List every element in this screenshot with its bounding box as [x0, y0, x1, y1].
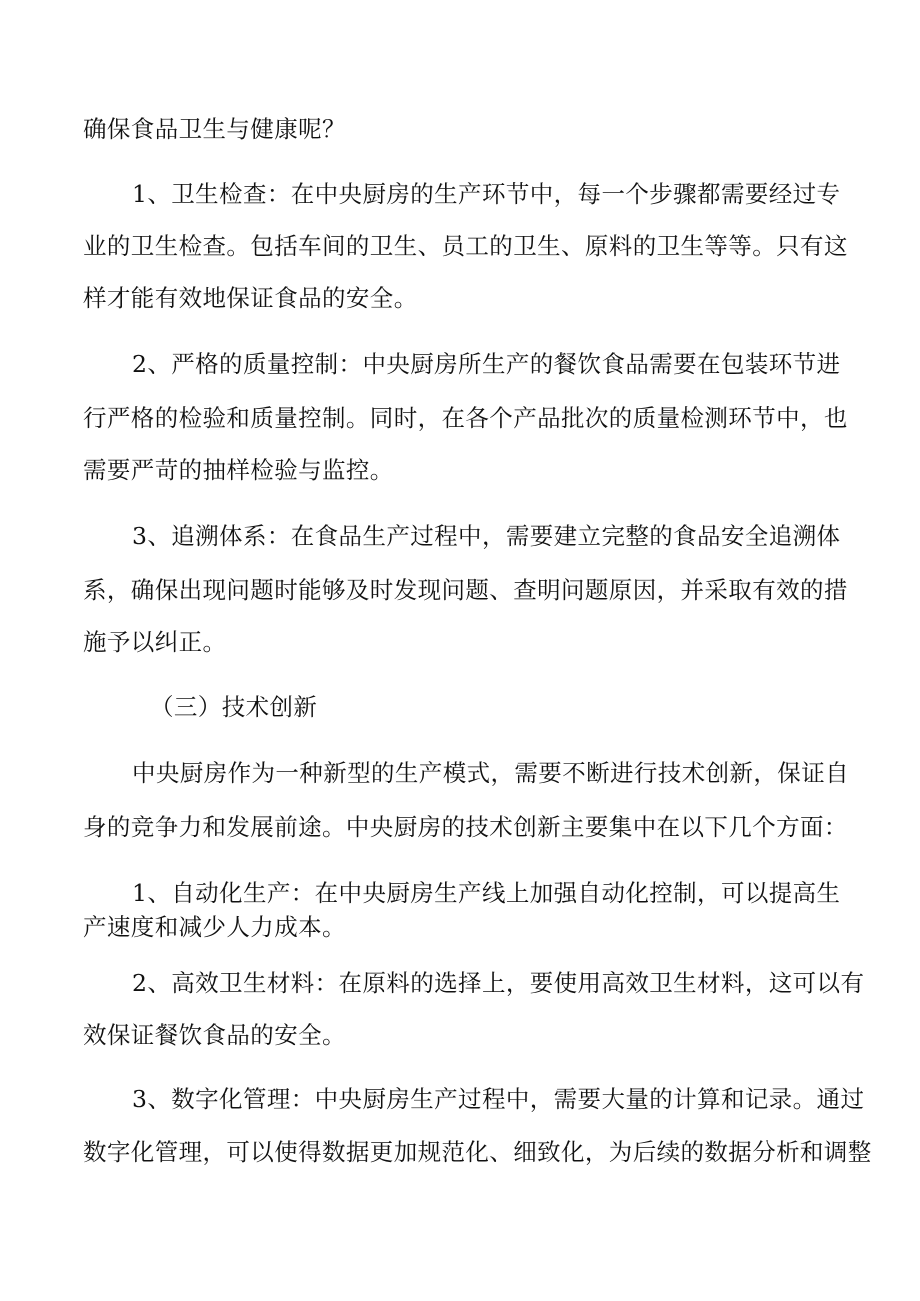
paragraph-line: 需要严苛的抽样检验与监控。	[83, 456, 394, 484]
paragraph-line: 身的竞争力和发展前途。中央厨房的技术创新主要集中在以下几个方面：	[83, 813, 848, 841]
paragraph-line: 1、自动化生产：在中央厨房生产线上加强自动化控制，可以提高生	[132, 879, 841, 907]
paragraph-line: 效保证餐饮食品的安全。	[83, 1021, 346, 1049]
paragraph-line: 业的卫生检查。包括车间的卫生、员工的卫生、原料的卫生等等。只有这	[83, 232, 848, 260]
paragraph-line: 样才能有效地保证食品的安全。	[83, 284, 418, 312]
paragraph-line: 系，确保出现问题时能够及时发现问题、查明问题原因，并采取有效的措	[83, 576, 848, 604]
paragraph-line: 2、高效卫生材料：在原料的选择上，要使用高效卫生材料，这可以有	[132, 969, 865, 997]
paragraph-line: 施予以纠正。	[83, 628, 227, 656]
paragraph-line: 中央厨房作为一种新型的生产模式，需要不断进行技术创新，保证自	[132, 759, 849, 787]
paragraph-line: 确保食品卫生与健康呢？	[83, 115, 346, 143]
paragraph-line: 2、严格的质量控制：中央厨房所生产的餐饮食品需要在包装环节进	[132, 350, 841, 378]
paragraph-line: 产速度和减少人力成本。	[83, 913, 346, 941]
paragraph-line: 3、数字化管理：中央厨房生产过程中，需要大量的计算和记录。通过	[132, 1085, 865, 1113]
paragraph-line: 3、追溯体系：在食品生产过程中，需要建立完整的食品安全追溯体	[132, 522, 841, 550]
paragraph-line: 1、卫生检查：在中央厨房的生产环节中，每一个步骤都需要经过专	[132, 180, 841, 208]
paragraph-line: 行严格的检验和质量控制。同时，在各个产品批次的质量检测环节中，也	[83, 404, 848, 432]
section-heading: （三）技术创新	[150, 693, 318, 721]
paragraph-line: 数字化管理，可以使得数据更加规范化、细致化，为后续的数据分析和调整	[83, 1138, 872, 1166]
